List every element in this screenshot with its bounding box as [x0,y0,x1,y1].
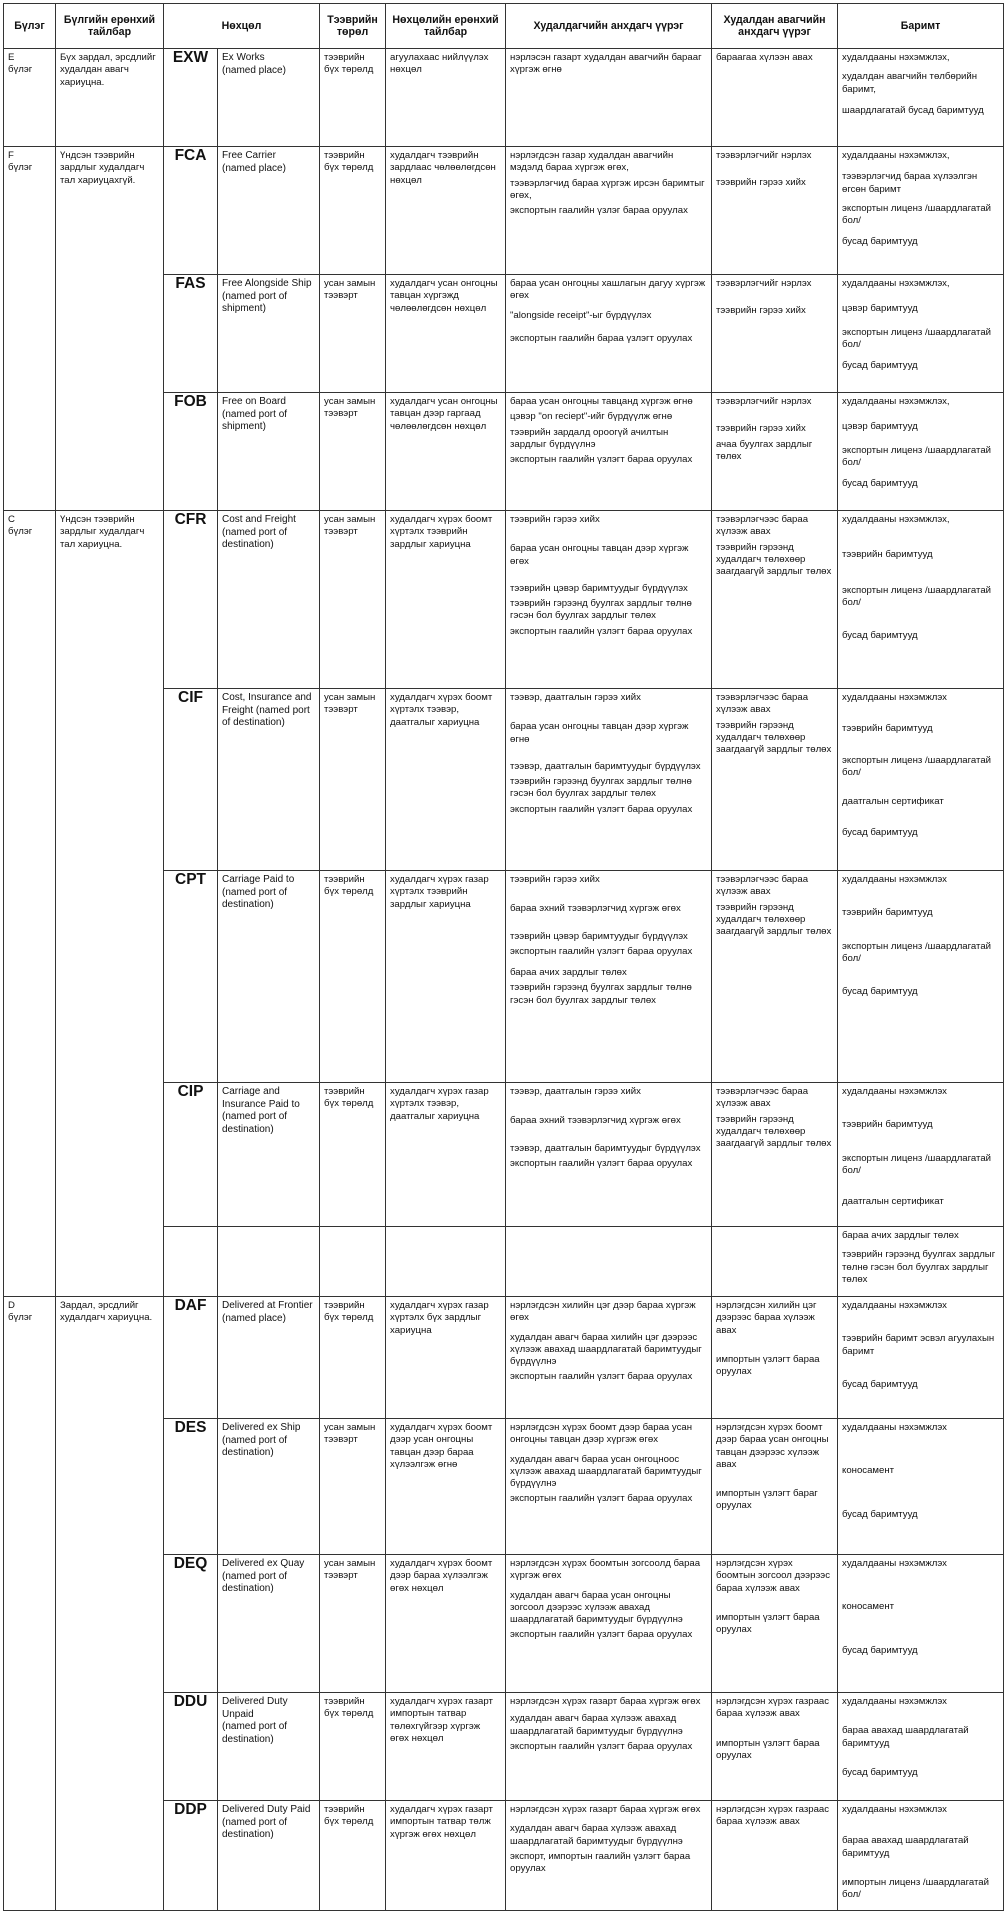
seller-item: тээврийн гэрээ хийх [510,514,600,525]
group-description: Үндсэн тээврийн зардлыг худалдагч тал хариуцахгүй. [56,147,164,511]
term-description: худалдагч хүрэх боомт дээр усан онгоцны тавцан дээр бараа хүлээлгэж өгнө [386,1419,506,1555]
document-item: цэвэр баримтууд [842,303,918,315]
document-item: экспортын лиценз /шаардлагатай бол/ [842,326,992,350]
group-label: E бүлэг [4,49,56,147]
header-group-desc: Бүлгийн ерөнхий тайлбар [56,4,164,49]
document-item: тээврийн баримт эсвэл агуулахын баримт [842,1333,995,1357]
seller-obligations [838,1227,1004,1297]
header-transport: Тээврийн төрөл [320,4,386,49]
buyer-item: тээвэрлэгчийг нэрлэх [716,150,812,161]
buyer-obligations [712,275,838,393]
seller-item: тээврийн гэрээ хийх [510,874,600,885]
buyer-obligations [712,147,838,275]
document-item: даатгалын сертификат [842,1196,944,1208]
seller-item: тээврийн гэрээнд буулгах зардлыг төлнө гэсэн бол буулгах зардлыг төлөх [510,982,692,1006]
term-description: худалдагч усан онгоцны тавцан дээр гаргаад чөлөөлөгдсөн нөхцөл [386,393,506,511]
document-item: тээврийн баримтууд [842,723,933,735]
buyer-obligations [712,871,838,1083]
document-item: тээврийн баримтууд [842,907,933,919]
seller-obligations [506,1693,712,1801]
buyer-item: нэрлэгдсэн хүрэх боомт дээр бараа усан онгоцны тавцан дээрээс хүлээж авах [716,1422,829,1470]
term-row [4,511,1004,689]
seller-item: тээврийн цэвэр баримтуудыг бүрдүүлэх [510,930,688,942]
documents [838,393,1004,511]
term-code: FCA [164,147,218,275]
seller-obligations [506,689,712,871]
document-item: коносамент [842,1601,895,1613]
document-item: экспортын лиценз /шаардлагатай бол/ [842,1152,992,1176]
seller-item: тээврийн гэрээнд буулгах зардлыг төлнө гэсэн бол буулгах зардлыг төлөх [510,598,692,622]
seller-item: экспортын гаалийн бараа үзлэгт оруулах [510,332,693,344]
buyer-item: тээврийн гэрээ хийх [716,177,806,189]
buyer-obligations [712,511,838,689]
document-item: худалдааны нэхэмжлэх [842,1558,947,1569]
buyer-obligations [712,1297,838,1419]
buyer-item: импортын үзлэгт бараг оруулах [716,1488,818,1512]
seller-item: цэвэр "on reciept"-ийг бүрдүүлж өгнө [510,411,673,423]
seller-item: тээвэр, даатгалын гэрээ хийх [510,1086,641,1097]
term-row [4,147,1004,275]
term-name: Cost, Insurance and Freight (named port of destination) [218,689,320,871]
term-code: DES [164,1419,218,1555]
document-item: тээврийн баримтууд [842,1119,933,1131]
document-item: экспортын лиценз /шаардлагатай бол/ [842,202,992,227]
document-item: даатгалын сертификат [842,796,944,808]
document-item: худалдааны нэхэмжлэх [842,1300,947,1311]
seller-item: нэрлэгдсэн хилийн цэг дээр бараа хүргэж өгөх [510,1300,696,1324]
documents [838,275,1004,393]
buyer-obligations [712,49,838,147]
term-code: CPT [164,871,218,1083]
buyer-item: тээврийн гэрээнд худалдагч төлөхөөр заагдаагүй зардлыг төлөх [716,541,832,578]
seller-item: тээврийн зардалд ороогүй ачилтын зардлыг бүрдүүлнэ [510,426,669,450]
document-item: худалдааны нэхэмжлэх, [842,52,950,63]
buyer-obligations [712,689,838,871]
buyer-item: тээвэрлэгчээс бараа хүлээж авах [716,692,809,716]
document-item: бусад баримтууд [842,1378,918,1390]
group-description: Үндсэн тээврийн зардлыг худалдагч тал хариуцна. [56,511,164,1297]
transport-mode: усан замын тээвэрт [320,1555,386,1693]
seller-item: тээврийн гэрээнд буулгах зардлыг төлнө гэсэн бол буулгах зардлыг төлөх [510,776,692,800]
document-item: худалдааны нэхэмжлэх, [842,278,950,289]
transport-mode: усан замын тээвэрт [320,393,386,511]
document-item: тээврийн баримтууд [842,549,933,561]
document-item: худалдааны нэхэмжлэх [842,1804,947,1815]
document-item: худалдааны нэхэмжлэх [842,1422,947,1433]
seller-obligations [506,1083,712,1227]
documents [838,1297,1004,1419]
seller-item: бараа ачих зардлыг төлөх [510,967,627,979]
header-row [4,4,1004,49]
buyer-item: нэрлэгдсэн хүрэх газраас бараа хүлээж авах [716,1696,830,1720]
seller-item: худалдан авагч бараа усан онгоцны зогсоол дээрээс хүлээж авахад шаардлагатай баримтуудыг бүрдүүлнэ [510,1589,683,1626]
documents [838,689,1004,871]
seller-item: тээвэр, даатгалын баримтуудыг бүрдүүлэх [510,1142,701,1154]
group-label: F бүлэг [4,147,56,511]
buyer-item: тээвэрлэгчээс бараа хүлээж авах [716,1086,809,1110]
documents [838,1801,1004,1911]
document-item: бусад баримтууд [842,1644,918,1656]
seller-obligations [506,49,712,147]
document-item: худалдан авагчийн төлбөрийн баримт, [842,71,978,95]
documents [838,511,1004,689]
term-name: Carriage Paid to (named port of destination) [218,871,320,1083]
buyer-obligations [712,1555,838,1693]
buyer-item: импортын үзлэгт бараа оруулах [716,1737,820,1761]
term-description: худалдагч усан онгоцны тавцан хүргэжд чөлөөлөгдсөн нөхцөл [386,275,506,393]
transport-mode [506,1227,712,1297]
seller-item: экспортын гаалийн үзлэгт бараа оруулах [510,803,693,815]
buyer-item: тээвэрлэгчийг нэрлэх [716,396,812,407]
term-description: худалдагч хүрэх газар хүртэлх тээврийн зардлыг хариуцна [386,871,506,1083]
transport-mode: тээврийн бүх төрөлд [320,1083,386,1227]
term-name: Ex Works (named place) [218,49,320,147]
document-item: худалдааны нэхэмжлэх, [842,514,950,525]
term-code: EXW [164,49,218,147]
buyer-item: нэрлэгдсэн хүрэх боомтын зогсоол дээрээс бараа хүлээж авах [716,1558,830,1594]
buyer-item: тээврийн гэрээ хийх [716,305,806,317]
seller-item: худалдан авагч бараа хүлээж авахад шаардлагатай баримтуудыг бүрдүүлнэ [510,1713,683,1737]
buyer-item: тээврийн гэрээ хийх [716,423,806,435]
document-item: бусад баримтууд [842,478,918,490]
document-item: худалдааны нэхэмжлэх [842,1086,947,1097]
term-description: худалдагч хүрэх боомт хүртэлх тээвэр, даатгалыг хариуцна [386,689,506,871]
seller-item: нэрлэгдсэн хүрэх боомтын зогсоолд бараа хүргэж өгөх [510,1558,701,1582]
seller-item: нэрлэгдсэн хүрэх газарт бараа хүргэж өгөх [510,1696,701,1707]
term-description: худалдагч хүрэх газарт импортын татвар төлөхгүйгээр хүргэж өгөх нөхцөл [386,1693,506,1801]
term-name: Cost and Freight (named port of destination) [218,511,320,689]
seller-item: экспортын гаалийн үзлэгт бараа оруулах [510,625,693,637]
document-item: худалдааны нэхэмжлэх, [842,150,950,161]
term-name: Delivered at Frontier (named place) [218,1297,320,1419]
buyer-item: импортын үзлэгт бараа оруулах [716,1353,820,1378]
seller-item: тээврийн гэрээнд буулгах зардлыг төлнө гэсэн бол буулгах зардлыг төлөх [842,1249,996,1285]
document-item: экспортын лиценз /шаардлагатай бол/ [842,584,992,608]
group-description: Бүх зардал, эрсдлийг худалдан авагч хариуцна. [56,49,164,147]
buyer-item: нэрлэгдсэн хүрэх газраас бараа хүлээж авах [716,1804,830,1828]
seller-obligations [506,1801,712,1911]
seller-obligations [506,1297,712,1419]
buyer-obligations [712,1693,838,1801]
seller-obligations [506,511,712,689]
document-item: экспортын лиценз /шаардлагатай бол/ [842,444,992,468]
documents [838,1419,1004,1555]
term-description: худалдагч хүрэх боомт хүртэлх тээврийн зардлыг хариуцна [386,511,506,689]
document-item: импортын лиценз /шаардлагатай бол/ [842,1876,989,1901]
document-item: бусад баримтууд [842,827,918,839]
buyer-item: тээвэрлэгчээс бараа хүлээж авах [716,874,809,898]
group-description: Зардал, эрсдлийг худалдагч хариуцна. [56,1297,164,1911]
document-item: бусад баримтууд [842,986,918,998]
transport-mode: усан замын тээвэрт [320,275,386,393]
document-item: худалдааны нэхэмжлэх [842,692,947,703]
seller-item: экспорт, импортын гаалийн үзлэгт бараа оруулах [510,1850,691,1875]
transport-mode: тээврийн бүх төрөлд [320,147,386,275]
term-name: Carriage and Insurance Paid to (named port of destination) [218,1083,320,1227]
term-name: Free on Board (named port of shipment) [218,393,320,511]
term-code: CIP [164,1083,218,1227]
seller-item: бараа усан онгоцны тавцанд хүргэж өгнө [510,396,693,407]
seller-obligations [506,147,712,275]
seller-item: экспортын гаалийн үзлэгт бараа оруулах [510,1157,693,1169]
term-name: Delivered Duty Unpaid (named port of destination) [218,1693,320,1801]
term-code: DDU [164,1693,218,1801]
seller-item: бараа эхний тээвэрлэгчид хүргэж өгөх [510,903,681,915]
term-code [320,1227,386,1297]
buyer-item: бараагаа хүлээн авах [716,52,813,63]
seller-item: худалдан авагч бараа хилийн цэг дээрээс хүлээж авахад шаардлагатай баримтуудыг бүрдүүлнэ [510,1331,702,1368]
header-buyer: Худалдан авагчийн анхдагч үүрэг [712,4,838,49]
incoterms-table [3,3,1004,1911]
seller-obligations [506,1419,712,1555]
term-code: CFR [164,511,218,689]
seller-item: экспортын гаалийн үзлэгт бараа оруулах [510,1629,693,1641]
buyer-obligations [712,1801,838,1911]
group-description-empty [218,1227,320,1297]
term-description: худалдагч тээврийн зардлаас чөлөөлөгдсөн нөхцөл [386,147,506,275]
documents [838,1555,1004,1693]
transport-mode: усан замын тээвэрт [320,689,386,871]
header-group: Бүлэг [4,4,56,49]
documents [838,49,1004,147]
term-code: DAF [164,1297,218,1419]
buyer-item: нэрлэгдсэн хилийн цэг дээрээс бараа хүлээж авах [716,1300,817,1336]
document-item: бусад баримтууд [842,1766,918,1778]
transport-mode: усан замын тээвэрт [320,1419,386,1555]
seller-item: "alongside receipt"-ыг бүрдүүлэх [510,309,652,321]
transport-mode: усан замын тээвэрт [320,511,386,689]
term-description: худалдагч хүрэх газар хүртэлх бүх зардлыг хариуцна [386,1297,506,1419]
seller-item: экспортын гаалийн үзлэгт бараа оруулах [510,945,693,957]
seller-obligations [506,275,712,393]
header-seller: Худалдагчийн анхдагч үүрэг [506,4,712,49]
term-code: CIF [164,689,218,871]
seller-obligations [506,871,712,1083]
seller-item: бараа усан онгоцны тавцан дээр хүргэж өгнө [510,721,689,745]
term-name: Free Carrier (named place) [218,147,320,275]
seller-item: бараа усан онгоцны хашлагын дагуу хүргэж өгөх [510,278,706,302]
term-name [386,1227,506,1297]
term-description: худалдагч хүрэх газар хүртэлх тээвэр, даатгалыг хариуцна [386,1083,506,1227]
term-name: Free Alongside Ship (named port of shipment) [218,275,320,393]
document-item: бусад баримтууд [842,630,918,642]
buyer-item: тээврийн гэрээнд худалдагч төлөхөөр заагдаагүй зардлыг төлөх [716,1113,832,1150]
term-name: Delivered Duty Paid (named port of destination) [218,1801,320,1911]
documents [838,1693,1004,1801]
document-item: экспортын лиценз /шаардлагатай бол/ [842,754,992,778]
buyer-item: ачаа буулгах зардлыг төлөх [716,438,813,462]
buyer-item: тээврийн гэрээнд худалдагч төлөхөөр заагдаагүй зардлыг төлөх [716,719,832,756]
group-label: C бүлэг [4,511,56,1297]
seller-obligations [506,393,712,511]
seller-item: бараа ачих зардлыг төлөх [842,1230,959,1241]
seller-item: бараа эхний тээвэрлэгчид хүргэж өгөх [510,1115,681,1127]
document-item: цэвэр баримтууд [842,421,918,433]
term-row [4,49,1004,147]
transport-mode: тээврийн бүх төрөлд [320,1801,386,1911]
buyer-item: импортын үзлэгт бараа оруулах [716,1611,820,1636]
seller-item: нэрлэгдсэн хүрэх боомт дээр бараа усан онгоцны тавцан дээр хүргэж өгөх [510,1422,693,1446]
seller-obligations [506,1555,712,1693]
term-row [4,1297,1004,1419]
term-name: Delivered ex Quay (named port of destination) [218,1555,320,1693]
transport-mode: тээврийн бүх төрөлд [320,1693,386,1801]
document-item: худалдааны нэхэмжлэх [842,1696,947,1707]
transport-mode: тээврийн бүх төрөлд [320,871,386,1083]
documents [838,871,1004,1083]
seller-item: бараа усан онгоцны тавцан дээр хүргэж өгөх [510,543,689,567]
buyer-item: тээвэрлэгчийг нэрлэх [716,278,812,289]
transport-mode: тээврийн бүх төрөлд [320,49,386,147]
seller-item: худалдан авагч бараа хүлээж авахад шаардлагатай баримтуудыг бүрдүүлнэ [510,1823,683,1847]
document-item: бусад баримтууд [842,1508,918,1520]
buyer-obligations [712,1419,838,1555]
term-code: DDP [164,1801,218,1911]
seller-item: экспортын гаалийн үзлэгт бараа оруулах [510,1740,693,1752]
seller-item: нэрлэгдсэн хүрэх газарт бараа хүргэж өгөх [510,1804,701,1815]
seller-item: нэрлэсэн газарт худалдан авагчийн барааг хүргэж өгнө [510,52,702,76]
seller-item: худалдан авагч бараа усан онгоцноос хүлээж авахад шаардлагатай баримтуудыг бүрдүүлнэ [510,1453,702,1490]
document-item: шаардлагатай бусад баримтууд [842,104,984,116]
seller-item: экспортын гаалийн үзлэгт бараа оруулах [510,1493,693,1505]
term-code: DEQ [164,1555,218,1693]
document-item: тээвэрлэгчид бараа хүлээлгэн өгсөн баримт [842,171,978,195]
seller-item: экспортын гаалийн үзлэгт бараа оруулах [510,1371,693,1383]
document-item: бусад баримтууд [842,360,918,372]
term-description: агуулахаас нийлүүлэх нөхцөл [386,49,506,147]
documents [838,147,1004,275]
term-code: FAS [164,275,218,393]
header-docs: Баримт [838,4,1004,49]
group-label-empty [164,1227,218,1297]
transport-mode: тээврийн бүх төрөлд [320,1297,386,1419]
seller-item: экспортын гаалийн үзлэгт бараа оруулах [510,454,693,466]
header-term-desc: Нөхцөлийн ерөнхий тайлбар [386,4,506,49]
term-description: худалдагч хүрэх газарт импортын татвар төлж хүргэж өгөх нөхцөл [386,1801,506,1911]
seller-item: тээврийн цэвэр баримтуудыг бүрдүүлэх [510,582,688,594]
term-description [712,1227,838,1297]
seller-item: нэрлэгдсэн газар худалдан авагчийн мэдэлд бараа хүргэж өгөх, [510,150,674,174]
document-item: худалдааны нэхэмжлэх, [842,396,950,407]
seller-item: тээвэр, даатгалын баримтуудыг бүрдүүлэх [510,760,701,772]
seller-item: тээвэр, даатгалын гэрээ хийх [510,692,641,703]
buyer-obligations [712,1083,838,1227]
document-item: худалдааны нэхэмжлэх [842,874,947,885]
seller-item: тээвэрлэгчид бараа хүргэж ирсэн баримтыг өгөх, [510,177,705,201]
document-item: бараа авахад шаардлагатай баримтууд [842,1835,969,1859]
header-term: Нөхцөл [164,4,320,49]
seller-item: экспортын гаалийн үзлэг бараа оруулах [510,205,688,217]
document-item: экспортын лиценз /шаардлагатай бол/ [842,940,992,964]
term-description: худалдагч хүрэх боомт дээр бараа хүлээлгэж өгөх нөхцөл [386,1555,506,1693]
buyer-item: тээврийн гэрээнд худалдагч төлөхөөр заагдаагүй зардлыг төлөх [716,901,832,938]
group-label: D бүлэг [4,1297,56,1911]
documents [838,1083,1004,1227]
term-code: FOB [164,393,218,511]
document-item: коносамент [842,1465,895,1477]
document-item: бусад баримтууд [842,236,918,248]
buyer-item: тээвэрлэгчээс бараа хүлээж авах [716,514,809,538]
buyer-obligations [712,393,838,511]
document-item: бараа авахад шаардлагатай баримтууд [842,1725,969,1749]
term-name: Delivered ex Ship (named port of destination) [218,1419,320,1555]
